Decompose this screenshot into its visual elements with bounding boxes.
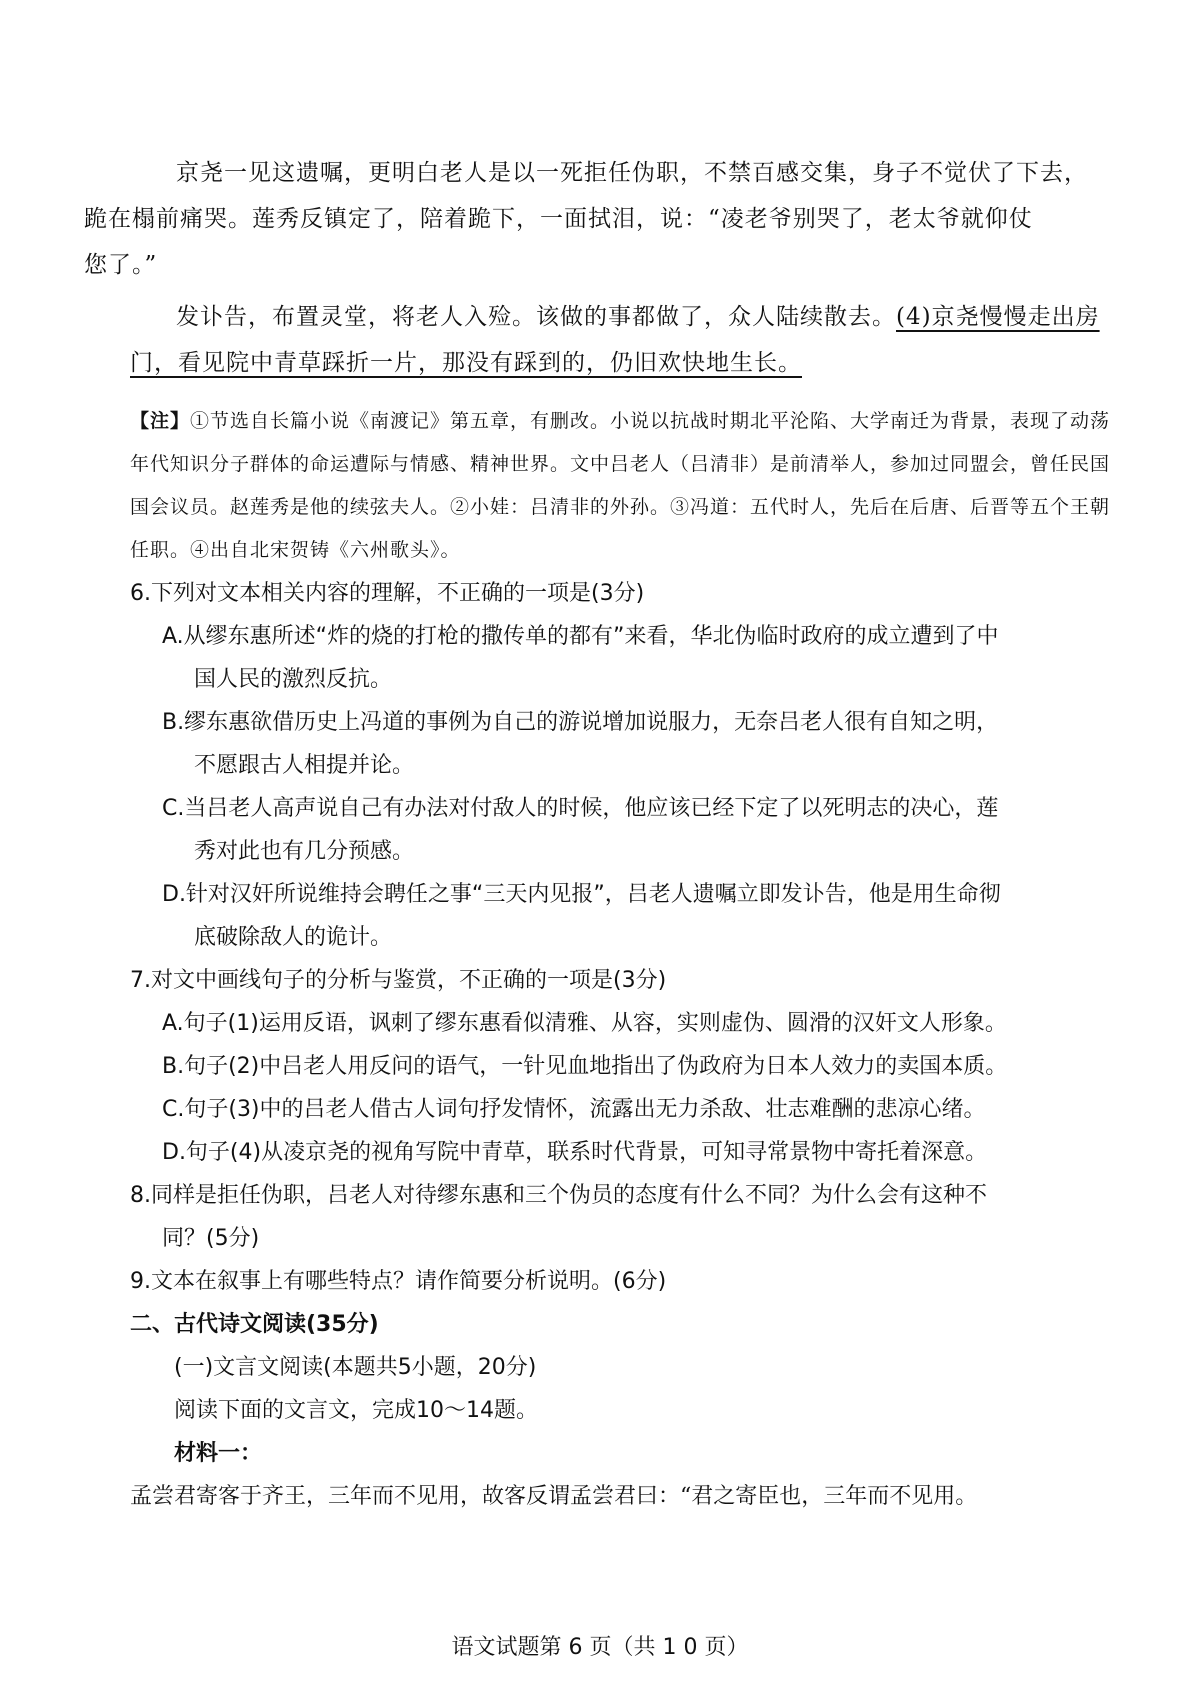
section-2-title: 二、古代诗文阅读(35分) xyxy=(130,1312,379,1337)
annotation-note xyxy=(130,400,1120,572)
passage-paragraph-1 xyxy=(84,150,1120,288)
option-text: D.针对汉奸所说维持会聘任之事“三天内见报”，吕老人遗嘱立即发讣告，他是用生命彻 xyxy=(162,882,1001,907)
reading-instruction: 阅读下面的文言文，完成10～14题。 xyxy=(174,1398,538,1423)
option-text: 不愿跟古人相提并论。 xyxy=(194,753,415,778)
question-7-stem: 7.对文中画线句子的分析与鉴赏，不正确的一项是(3分) xyxy=(130,968,667,993)
passage-line: 跪在榻前痛哭。莲秀反镇定了，陪着跪下，一面拭泪，说：“凌老爷别哭了，老太爷就仰仗 xyxy=(84,206,1033,232)
option-6b xyxy=(130,701,1120,787)
option-7a: A.句子(1)运用反语，讽刺了缪东惠看似清雅、从容，实则虚伪、圆滑的汉奸文人形象。 xyxy=(162,1011,1007,1036)
question-7 xyxy=(130,959,1120,1174)
question-8-line: 8.同样是拒任伪职，吕老人对待缪东惠和三个伪员的态度有什么不同？为什么会有这种不 xyxy=(130,1183,987,1208)
question-6 xyxy=(130,572,1120,959)
option-text: C.当吕老人高声说自己有办法对付敌人的时候，他应该已经下定了以死明志的决心，莲 xyxy=(162,796,999,821)
option-6c xyxy=(130,787,1120,873)
question-6-stem: 6.下列对文本相关内容的理解，不正确的一项是(3分) xyxy=(130,581,645,606)
passage-line: 您了。” xyxy=(84,252,158,278)
option-text: A.从缪东惠所述“炸的烧的打枪的撒传单的都有”来看，华北伪临时政府的成立遭到了中 xyxy=(162,624,999,649)
option-7c: C.句子(3)中的吕老人借古人词句抒发情怀，流露出无力杀敌、壮志难酬的悲凉心绪。 xyxy=(162,1097,986,1122)
option-text: B.缪东惠欲借历史上冯道的事例为自己的游说增加说服力，无奈吕老人很有自知之明， xyxy=(162,710,999,735)
option-6a xyxy=(130,615,1120,701)
passage-line: 京尧一见这遗嘱，更明白老人是以一死拒任伪职，不禁百感交集，身子不觉伏了下去， xyxy=(176,160,1088,186)
question-8-line: 同？(5分) xyxy=(162,1226,260,1251)
option-7b: B.句子(2)中吕老人用反问的语气，一针见血地指出了伪政府为日本人效力的卖国本质。 xyxy=(162,1054,1008,1079)
underlined-sentence-4: (4)京尧慢慢走出房门，看见院中青草踩折一片，那没有踩到的，仍旧欢快地生长。 xyxy=(130,304,1100,376)
note-text: ①节选自长篇小说《南渡记》第五章，有删改。小说以抗战时期北平沦陷、大学南迁为背景，表现了动荡年代知识分子群体的命运遭际与情感、精神世界。文中吕老人（吕清非）是前清举人，参加过同盟会，曾任民国国会议员。赵莲秀是他的续弦夫人。②小娃：吕清非的外孙。③冯道：五代时人，先后在后唐、后晋等五个王朝任职。④出自北宋贺铸《六州歌头》。 xyxy=(130,410,1111,561)
option-text: 底破除敌人的诡计。 xyxy=(194,925,393,950)
option-text: 秀对此也有几分预感。 xyxy=(194,839,415,864)
question-9: 9.文本在叙事上有哪些特点？请作简要分析说明。(6分) xyxy=(130,1269,667,1294)
page-footer: 语文试题第 6 页（共 1 0 页） xyxy=(451,1635,749,1660)
note-label: 【注】 xyxy=(130,410,191,432)
option-7d: D.句子(4)从凌京尧的视角写院中青草，联系时代背景，可知寻常景物中寄托着深意。 xyxy=(162,1140,988,1165)
passage-text: 发讣告，布置灵堂，将老人入殓。该做的事都做了，众人陆续散去。 xyxy=(176,304,896,330)
material-label: 材料一： xyxy=(174,1441,263,1466)
subsection-title: (一)文言文阅读(本题共5小题，20分) xyxy=(174,1355,537,1380)
option-6d xyxy=(130,873,1120,959)
passage-paragraph-2 xyxy=(130,294,1120,386)
option-text: 国人民的激烈反抗。 xyxy=(194,667,393,692)
classical-text-line: 孟尝君寄客于齐王，三年而不见用，故客反谓孟尝君曰：“君之寄臣也，三年而不见用。 xyxy=(130,1484,978,1509)
question-8 xyxy=(130,1174,1120,1260)
